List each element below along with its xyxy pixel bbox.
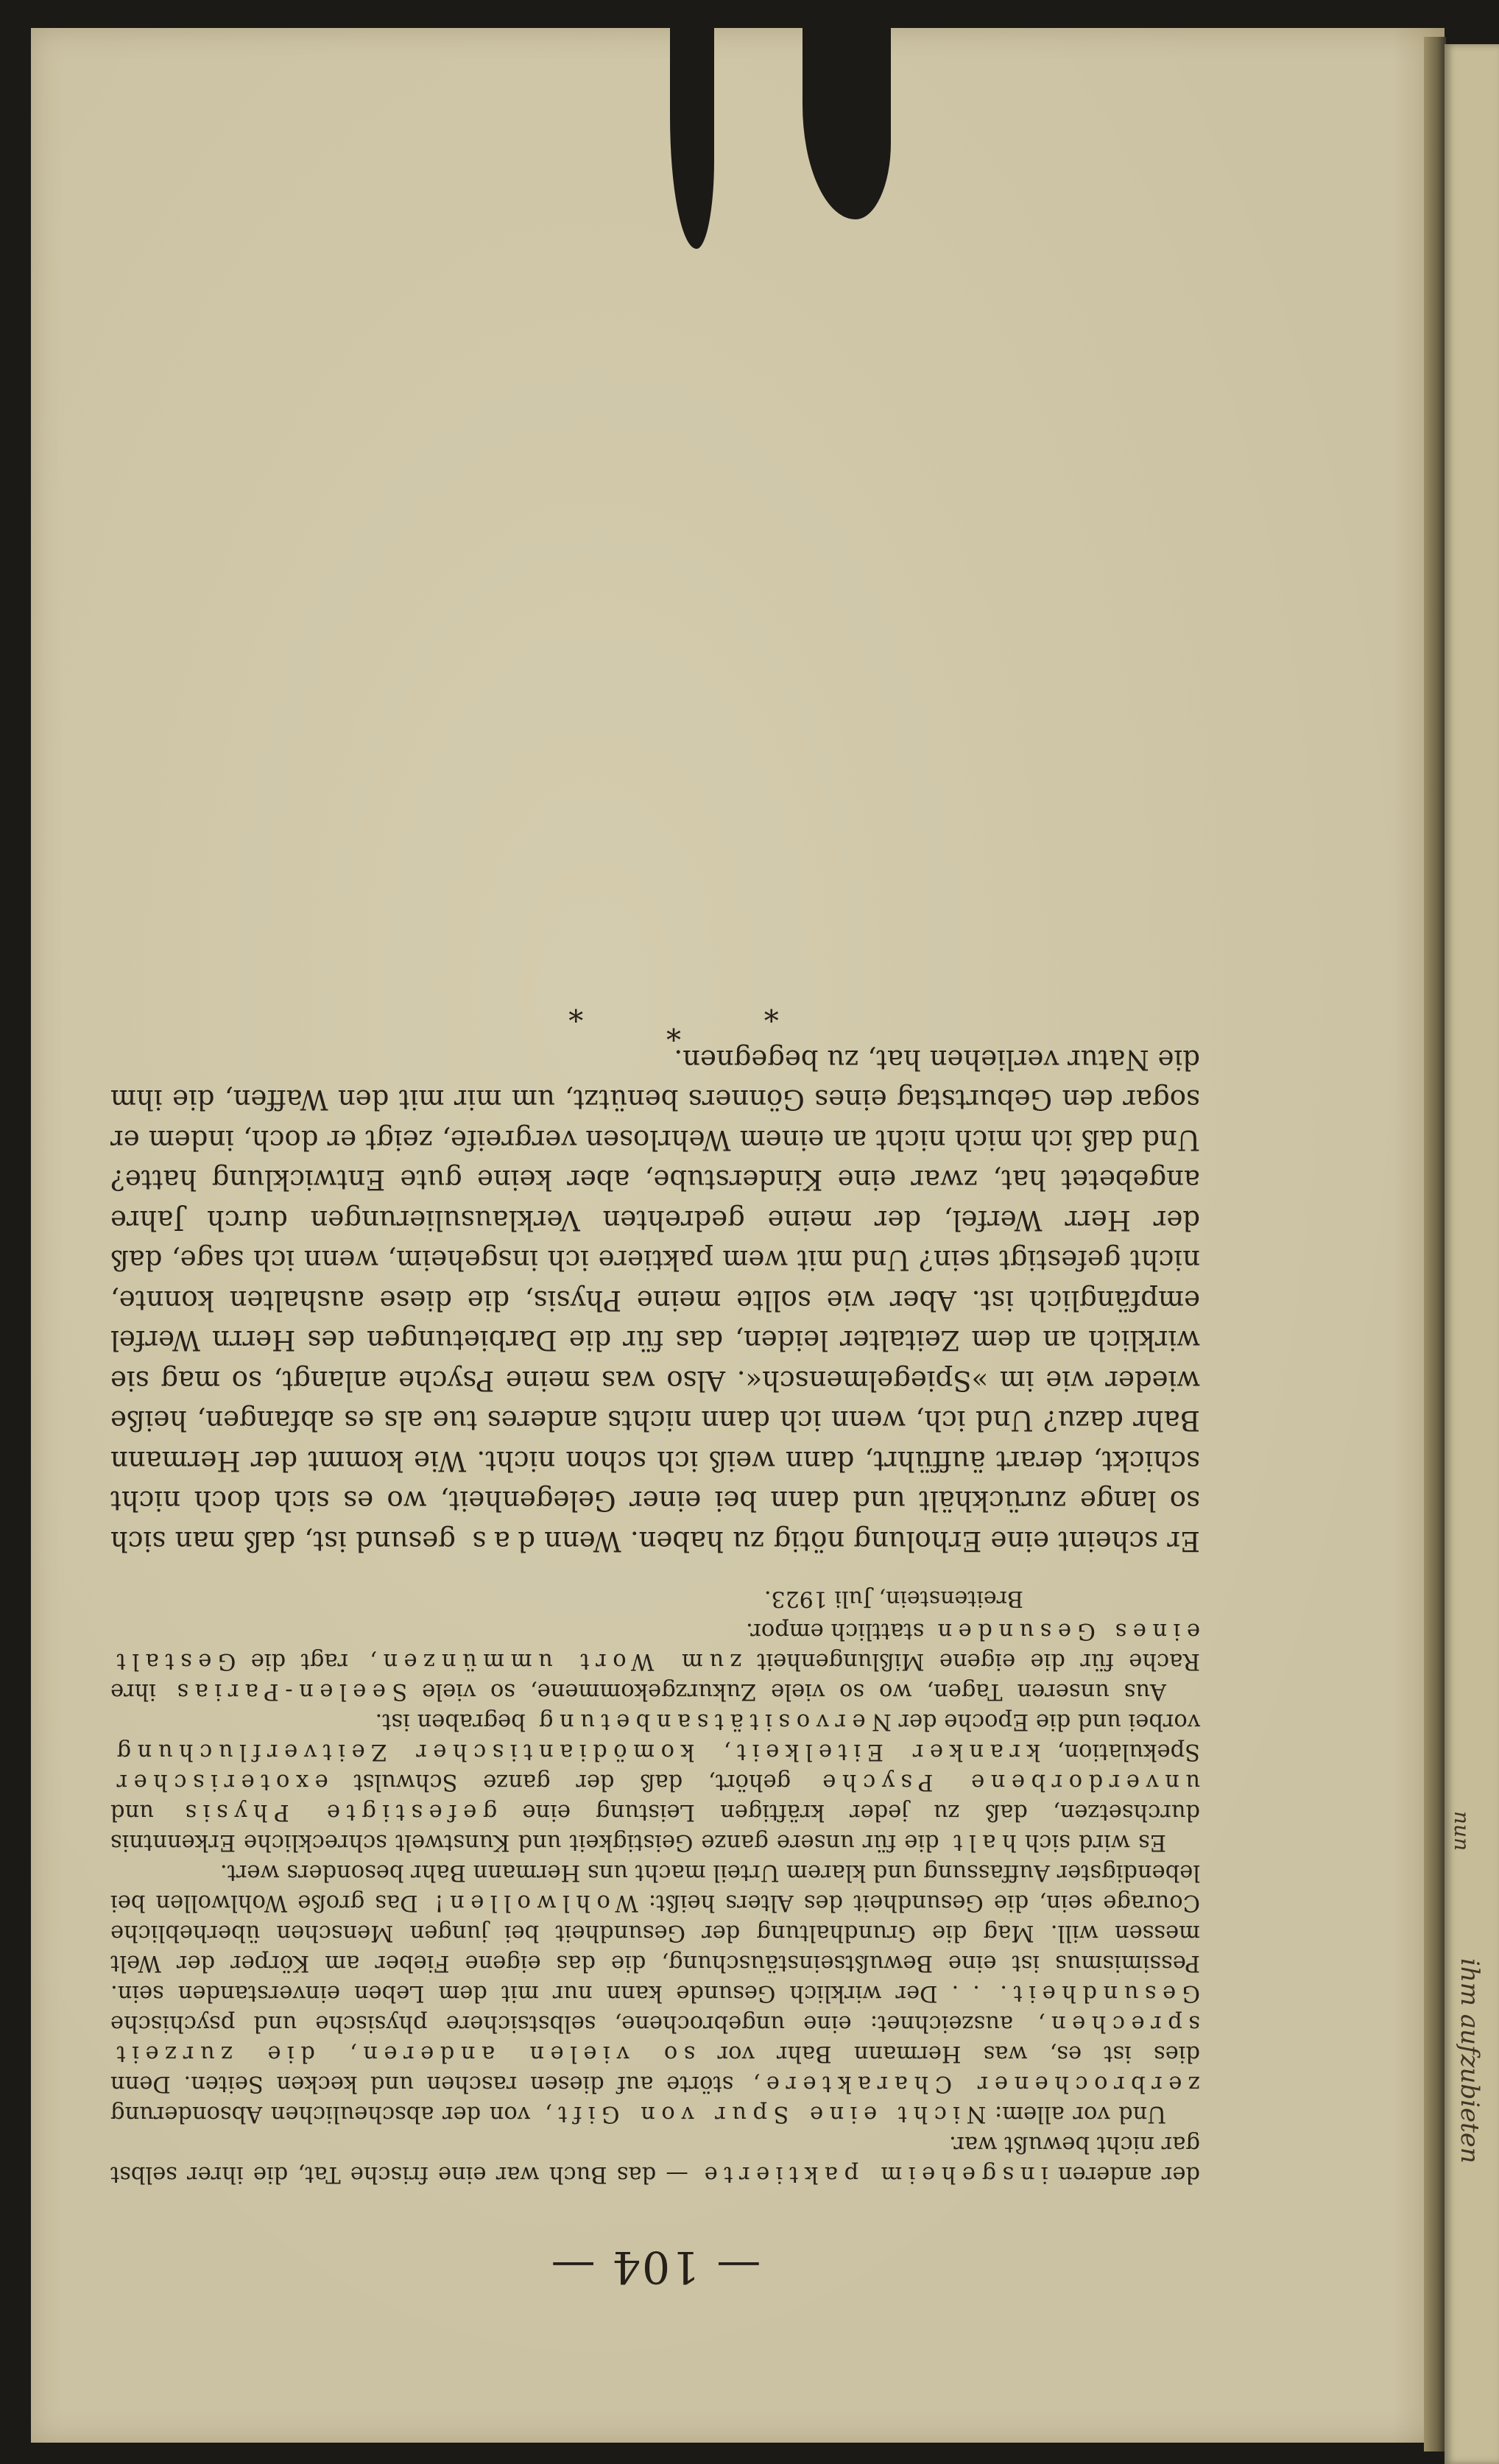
spine-edge	[1424, 37, 1446, 2451]
section-divider	[110, 993, 1200, 1047]
asterisk: *	[727, 993, 779, 1028]
quote-paragraph: der anderen insgeheim paktierte — das Buch war eine frische Tat, die ihrer selbst gar nicht bewußt war.	[110, 2131, 1200, 2187]
asterisk: *	[532, 993, 584, 1028]
signature-line: Breitenstein, Juli 1923.	[763, 1586, 1023, 1612]
printed-text-block	[110, 479, 1200, 2297]
margin-note: ihm aufzubieten	[1455, 1958, 1484, 2164]
page-number: — 104 —	[549, 2241, 761, 2292]
margin-note: nun	[1450, 1811, 1474, 1851]
quote-paragraph: Aus unseren Tagen, wo so viele Zukurzgekommene, so viele Seelen-Parias ihre Rache für die eigene Mißlungenheit zum Wort ummünzen, ragt die Gestalt eines Gesunden stattlich empor.	[110, 1618, 1200, 1704]
quote-paragraph: Es wird sich halt die für unsere ganze Geistigkeit und Kunstwelt schreckliche Erkenntnis durchsetzen, daß zu jeder kräftigen Leistung eine gefestigte Physis und unverdorbene Psyche gehört, daß der ganze Schwulst exoterischer Spekulation, kranker Eitelkeit, komödiantischer Zeitverfluchung vorbei und die Epoche der Nervositätsanbetung begraben ist.	[110, 1709, 1200, 1855]
quote-paragraph: Und vor allem: Nicht eine Spur von Gift, von der abscheulichen Absonderung zerbrochener Charaktere, störte auf diesen raschen und kecken Seiten. Denn dies ist es, was Hermann Bahr vor so vielen anderen, die zurzeit sprechen, auszeichnet: eine ungebrochene, selbstsichere physische und psychische Gesundheit. . . Der wirklich Gesunde kann nur mit dem Leben einverstanden sein. Pessimismus ist eine Bewußtseinstäuschung, die das eigene Fieber am Körper der Welt messen will. Mag die Grundhaltung der Gesundheit bei jungen Menschen überhebliche Courage sein, die Gesundheit des Alters heißt: Wohlwollen! Das große Wohlwollen bei lebendigster Auffassung und klarem Urteil macht uns Hermann Bahr besonders wert.	[110, 1860, 1200, 2127]
asterisk: *	[629, 1012, 681, 1047]
adjacent-page	[1445, 44, 1499, 2464]
body-paragraph: Er scheint eine Erholung nötig zu haben. Wenn das gesund ist, daß man sich so lange zurückhält und dann bei einer Gelegenheit, wo es sich doch nicht schickt, derart äufführt, dann weiß ich schon nicht. Wie kommt der Hermann Bahr dazu? Und ich, wenn ich dann nichts anderes tue als es abfangen, heiße wieder wie im »Spiegelmensch«. Also was meine Psyche anlangt, so mag sie wirklich an dem Zeitalter leiden, das für die Darbietungen des Herrn Werfel empfänglich ist. Aber wie sollte meine Physis, die diese aushalten konnte, nicht gefestigt sein? Und mit wem paktiere ich insgeheim, wenn ich sage, daß der Herr Werfel, der meine gedrehten Verklausulierungen durch Jahre angebetet hat, zwar eine Kinderstube, aber keine gute Entwicklung hatte? Und daß ich mich nicht an einem Wehrlosen vergreife, zeigt er doch, indem er sogar den Geburtstag eines Gönners benützt, um mir mit den Waffen, die ihm die Natur verliehen hat, zu begegnen.	[110, 1044, 1200, 1557]
